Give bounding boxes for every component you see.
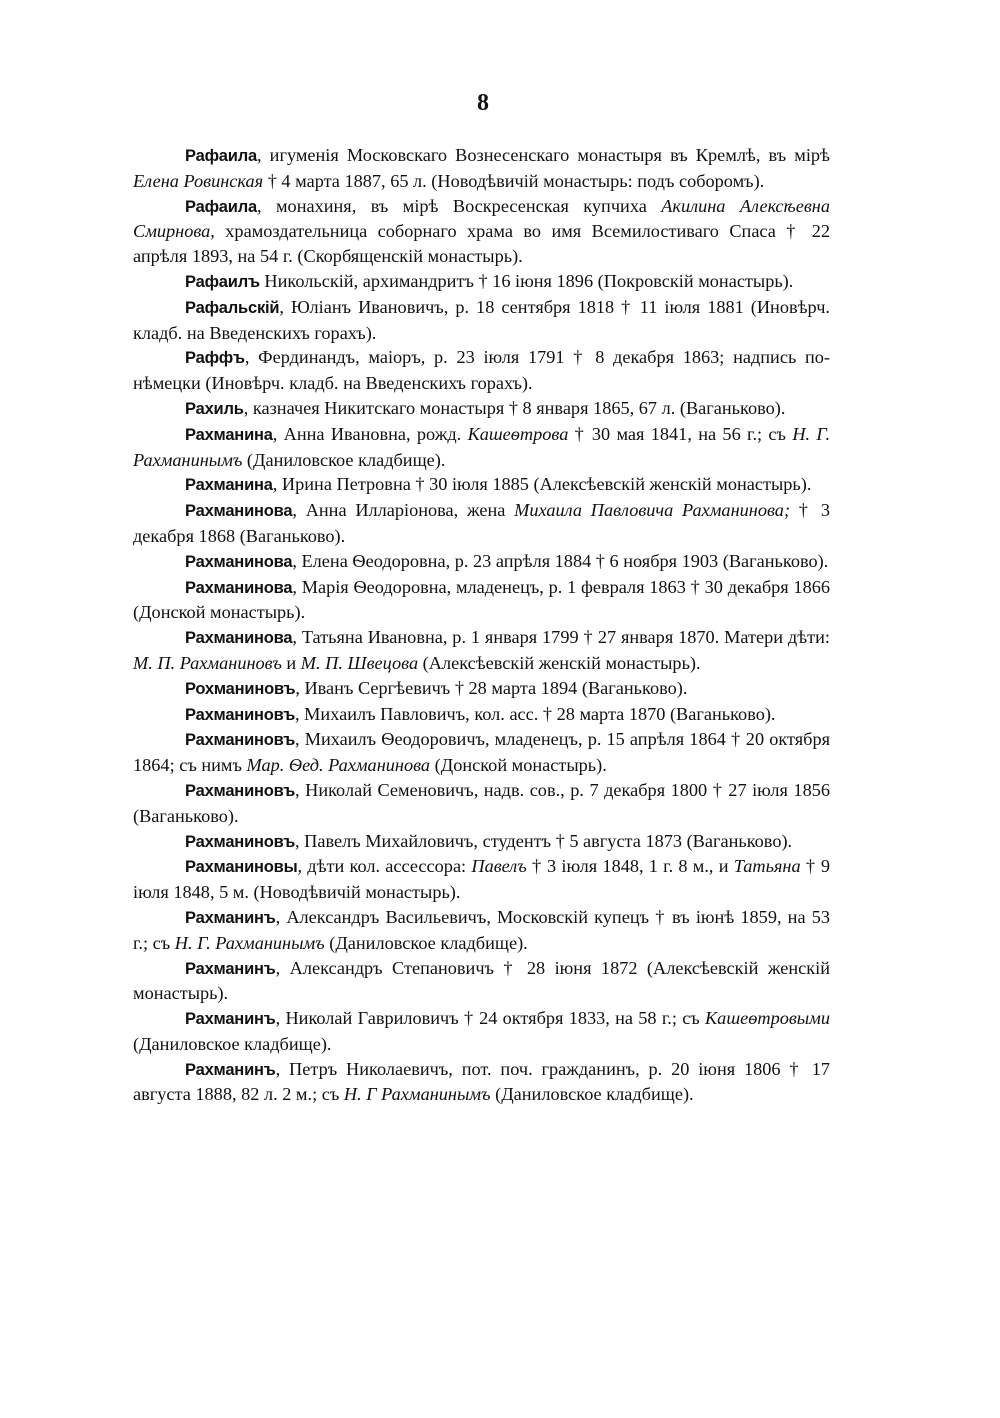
list-item (133, 194, 830, 269)
entry-surname: Рахманина (185, 476, 273, 495)
entry-surname: Рафаила (185, 147, 257, 165)
entry-italic-text: Н. Г. Рахманинымъ (174, 932, 325, 953)
entry-text: , Павелъ Михайловичъ, студентъ † 5 августа 1873 (Ваганьково). (295, 830, 793, 851)
entry-text: , Михаилъ Павловичъ, кол. асс. † 28 марта 1870 (Ваганьково). (295, 703, 776, 724)
entry-text: , Марія Ѳеодоровна, младенецъ, р. 1 февраля 1863 † 30 декабря 1866 (Донской монастырь). (133, 576, 830, 623)
entry-text: , игуменія Московскаго Вознесенскаго монастыря въ Кремлѣ, въ мірѣ (256, 145, 830, 165)
entry-italic-text: Павелъ (471, 856, 527, 877)
entry-text: , Ирина Петровна † 30 іюля 1885 (Алексѣевскій женскій монастырь). (272, 474, 812, 495)
page-number: 8 (477, 90, 489, 116)
entry-text: (Даниловское кладбище). (242, 449, 446, 470)
list-item (133, 143, 830, 194)
entry-text: † 30 мая 1841, на 56 г.; съ (568, 423, 793, 444)
entry-surname: Рахиль (185, 399, 244, 418)
entry-text: , монахиня, въ мірѣ Воскресенская купчиха (256, 195, 662, 216)
entry-text: † 4 марта 1887, 65 л. (Новодѣвичій монастырь: подъ соборомъ). (263, 170, 765, 191)
entry-text: , Александръ Васильевичъ, Московскій купецъ † въ іюнѣ 1859, на 53 г.; съ (133, 906, 830, 953)
list-item (133, 575, 830, 626)
entry-text: , Юліанъ Ивановичъ, р. 18 сентября 1818 † 11 іюля 1881 (Иновѣрч. кладб. на Введенскихъ горахъ). (133, 296, 830, 343)
entry-text: † 9 іюля 1848, 5 м. (Новодѣвичій монастырь). (133, 856, 830, 903)
list-item (133, 905, 830, 956)
entry-italic-text: Мар. Ѳед. Рахманинова (246, 755, 431, 776)
entry-text: (Донской монастырь). (430, 755, 607, 776)
list-item (133, 854, 830, 905)
entry-italic-text: Н. Г. Рахманинымъ (133, 423, 831, 470)
list-item (133, 956, 830, 1007)
entry-italic-text: Елена Ровинская (133, 170, 264, 191)
list-item (133, 727, 830, 778)
entry-surname: Раффъ (185, 349, 245, 368)
entry-italic-text: Михаила Павловича Рахманинова; (514, 500, 791, 521)
list-item (133, 1006, 830, 1057)
entry-text: (Даниловское кладбище). (133, 1033, 332, 1054)
entry-surname: Рахманинова (185, 578, 293, 597)
entry-surname: Рахманинъ (185, 908, 276, 927)
list-item (133, 702, 830, 728)
entry-text: † 3 іюля 1848, 1 г. 8 м., и (526, 856, 734, 877)
entry-surname: Рахманиновъ (185, 781, 296, 800)
entry-surname: Рахманинъ (185, 1060, 276, 1079)
list-item (133, 472, 830, 498)
entry-text: , Фердинандъ, маіоръ, р. 23 іюля 1791 † 8 декабря 1863; надпись по-нѣмецки (Иновѣрч. кладб. на Введенскихъ горахъ). (133, 347, 830, 394)
list-item (133, 778, 830, 829)
entry-text: , казначея Никитскаго монастыря † 8 января 1865, 67 л. (Ваганьково). (243, 397, 786, 418)
list-item (133, 829, 830, 855)
entry-text: (Алексѣевскій женскій монастырь). (418, 652, 701, 673)
entry-surname: Рахманиновъ (185, 731, 296, 750)
entry-text: , Александръ Степановичъ † 28 іюня 1872 (Алексѣевскій женскій монастырь). (133, 957, 830, 1004)
entry-text: , Петръ Николаевичъ, пот. поч. гражданинъ, р. 20 іюня 1806 † 17 августа 1888, 82 л. 2 м.; съ (133, 1058, 830, 1105)
entry-surname: Рохманиновъ (185, 679, 296, 698)
entry-surname: Рахманинова (185, 552, 293, 571)
entry-italic-text: Кашеѳтровыми (705, 1008, 830, 1029)
entry-surname: Рахманиновъ (185, 832, 296, 851)
entry-surname: Рахманинова (185, 629, 293, 648)
entry-surname: Рафаила (185, 197, 257, 216)
entry-surname: Рахманиновъ (185, 705, 296, 724)
list-item (133, 676, 830, 702)
entry-text: и (281, 652, 301, 673)
list-item (133, 1057, 830, 1108)
list-item (133, 549, 830, 575)
entry-text: , Анна Илларіонова, жена (292, 500, 515, 521)
entry-surname: Рафаилъ (185, 272, 260, 291)
entry-surname: Рафальскій (185, 298, 280, 317)
list-item (133, 498, 830, 549)
entry-italic-text: М. П. Рахманиновъ (133, 652, 282, 673)
entry-text: † 3 декабря 1868 (Ваганьково). (133, 500, 831, 546)
entry-surname: Рахманинъ (185, 1010, 276, 1029)
entry-text: , Николай Гавриловичъ † 24 октября 1833, на 58 г.; съ (275, 1008, 706, 1029)
list-item (133, 396, 830, 422)
entry-text: , Иванъ Сергѣевичъ † 28 марта 1894 (Ваганьково). (295, 677, 688, 698)
list-item (133, 269, 830, 295)
entry-text: Никольскій, архимандритъ † 16 іюня 1896 (Покровскій монастырь). (259, 270, 794, 291)
entry-surname: Рахманинова (185, 502, 293, 521)
entry-text: , Татьяна Ивановна, р. 1 января 1799 † 27 января 1870. Матери дѣти: (292, 627, 830, 648)
entry-italic-text: Н. Г Рахманинымъ (343, 1084, 491, 1105)
entry-italic-text: Акилина Алексѣевна Смирнова, (133, 195, 831, 242)
entry-text: храмоздательница соборнаго храма во имя Всемилостиваго Спаса † 22 апрѣля 1893, на 54 г. (Скорбященскій монастырь). (133, 221, 830, 267)
entry-surname: Рахманинъ (185, 959, 276, 978)
list-item (133, 422, 830, 473)
entry-surname: Рахманиновы (185, 858, 298, 877)
entry-text: , Елена Ѳеодоровна, р. 23 апрѣля 1884 † 6 ноября 1903 (Ваганьково). (292, 550, 829, 571)
entry-italic-text: Кашеѳтрова (467, 423, 569, 444)
list-item (133, 345, 830, 396)
entry-italic-text: М. П. Швецова (300, 652, 419, 673)
entry-italic-text: Татьяна (733, 856, 801, 877)
entry-list (133, 143, 830, 1107)
list-item (133, 295, 830, 346)
entry-text: (Даниловское кладбище). (324, 932, 528, 953)
entry-text: (Даниловское кладбище). (490, 1084, 694, 1105)
entry-text: , Николай Семеновичъ, надв. сов., р. 7 декабря 1800 † 27 іюля 1856 (Ваганьково). (133, 779, 830, 826)
list-item (133, 625, 830, 676)
entry-surname: Рахманина (185, 425, 273, 444)
entry-text: , Анна Ивановна, рожд. (272, 423, 468, 444)
entry-text: , Михаилъ Ѳеодоровичъ, младенецъ, р. 15 апрѣля 1864 † 20 октября 1864; съ нимъ (133, 729, 830, 776)
entry-text: , дѣти кол. ассессора: (297, 856, 472, 877)
